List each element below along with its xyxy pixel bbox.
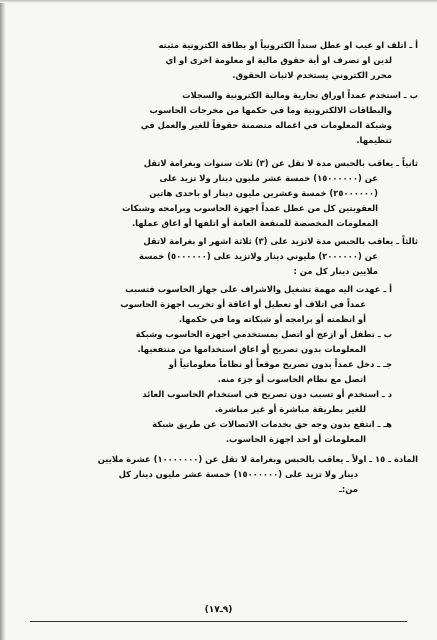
text-line-12: المعلومات المخصصة للمنفعة العامة أو اتلفها أو اعاق عملها. <box>131 218 378 228</box>
text-line-15: ملايين دينار كل من : <box>293 266 378 276</box>
text-line-10: (٢٥٠٠٠٠٠٠) خمسة وعشرين مليون دينار او باحدى هاتين <box>149 188 378 198</box>
scan-edge-left <box>0 0 6 640</box>
text-line-9: عن (١٥٠٠٠٠٠٠) خمسة عشر مليون دينار ولا تزيد على <box>159 173 378 183</box>
scan-edge-top <box>0 0 437 3</box>
page-number: (٩ـ١٧) <box>204 605 233 615</box>
footer-divider <box>30 621 407 622</box>
document-body <box>20 38 418 497</box>
text-line-28: دينار ولا تزيد على (١٥٠٠٠٠٠٠) خمسة عشر مليون دينار كل <box>118 469 358 479</box>
text-line-13: ثالثاً ـ يعاقب بالحبس مدة لاتزيد على (٣) ثلاثة اشهر او بغرامة لاتقل <box>143 236 418 246</box>
text-line-25: هـ ـ انتفع بدون وجه حق بخدمات الاتصالات عن طريق شبكة <box>152 419 392 429</box>
text-line-1: أ ـ اتلف او عيب او عطل سنداً الكترونياً او بطاقة الكترونية مثبته <box>158 40 418 50</box>
text-line-24: للغير بطريقة مباشرة أو غير مباشرة. <box>214 404 366 414</box>
text-line-29: من:ـ <box>339 484 358 494</box>
text-line-14: عن (٢٠٠٠٠٠٠) مليوني دينار ولاتزيد على (٥٠٠٠٠٠٠) خمسة <box>139 251 378 261</box>
text-line-3: محرر الكتروني يستخدم لاثبات الحقوق. <box>232 70 392 80</box>
text-line-27: المادة ـ ١٥ ـ اولاً ـ يعاقب بالحبس وبغرامة لا تقل عن (١٠٠٠٠٠٠٠) عشرة ملايين <box>97 454 418 464</box>
text-line-4: ب ـ استخدم عمداً اوراق تجارية ومالية الكترونية والسجلات <box>182 90 418 100</box>
text-line-17: عمداً في اتلاف أو تعطيل أو اعاقة أو تخريب اجهزة الحاسوب <box>120 299 366 309</box>
text-line-20: المعلومات بدون تصريح أو اعاق استخدامها من منتفعيها. <box>137 344 366 354</box>
text-line-7: تنظيمها. <box>356 135 392 145</box>
text-line-21: جـ ـ دخل عمداً بدون تصريح موقعاً أو نظاماً معلوماتياً أو <box>168 359 392 369</box>
text-line-26: المعلومات أو احد اجهزة الحاسوب. <box>225 434 366 444</box>
text-line-19: ب ـ تطفل أو ازعج أو اتصل بمستخدمي اجهزة الحاسوب وشبكة <box>135 329 392 339</box>
text-line-8: ثانياً ـ يعاقب بالحبس مدة لا تقل عن (٣) ثلاث سنوات وبغرامة لاتقل <box>143 158 418 168</box>
text-line-11: العقوبتين كل من عطل عمداً اجهزة الحاسوب وبرامجه وشبكات <box>121 203 378 213</box>
text-line-5: والبطاقات الالكترونية وما في حكمها من مخرجات الحاسوب <box>149 105 392 115</box>
text-line-22: اتصل مع نظام الحاسوب أو جزء منه. <box>217 374 366 384</box>
text-line-18: أو انظمته أو برامجه أو شبكاته وما في حكمها. <box>178 314 366 324</box>
text-line-6: وشبكة المعلومات في اعماله متضمنة حقوقاً للغير والعمل في <box>140 120 392 130</box>
text-line-2: لدين او تصرف او أية حقوق مالية او معلومة اخرى او اي <box>165 55 392 65</box>
text-line-16: أ ـ عهدت اليه مهمة تشغيل والاشراف على جهاز الحاسوب فتسبب <box>125 284 392 294</box>
page-footer <box>0 597 437 616</box>
text-line-23: د ـ استخدم أو تسبب دون تصريح في استخدام الحاسوب العائد <box>142 389 392 399</box>
